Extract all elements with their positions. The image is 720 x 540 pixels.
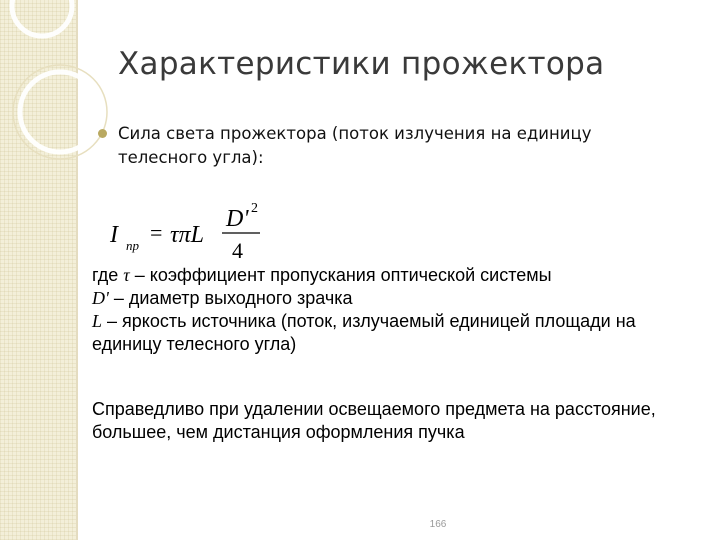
deco-circle-outline (13, 65, 107, 159)
definition-line-diameter (92, 287, 702, 310)
formula-numerator-power: 2 (251, 201, 258, 216)
page-number: 166 (429, 519, 447, 530)
formula-factor: τπL (170, 222, 204, 248)
definition-text-diameter: – диаметр выходного зрачка (108, 288, 353, 308)
slide-title: Характеристики прожектора (118, 46, 605, 82)
definition-symbol-tau: τ (123, 265, 130, 285)
definition-prefix: где (92, 265, 124, 285)
validity-note: Справедливо при удалении освещаемого предмета на расстояние, большее, чем дистанция оформления пучка (92, 399, 656, 442)
decorative-circles (0, 0, 150, 200)
formula-denominator: 4 (232, 238, 243, 263)
formula-lhs-symbol: I (110, 222, 118, 248)
formula (108, 196, 308, 266)
definitions (92, 264, 702, 356)
definition-line-brightness (92, 310, 702, 356)
deco-circle-top (12, 0, 72, 36)
formula-numerator: D' (226, 206, 249, 232)
definition-symbol-diameter: D' (92, 288, 109, 308)
bullet-dot-icon (98, 129, 107, 138)
deco-circle-large (20, 72, 100, 152)
bullet-item (96, 122, 696, 170)
bullet-text: Сила света прожектора (поток излучения на единицу телесного угла): (118, 124, 592, 167)
definition-symbol-brightness: L (92, 311, 103, 331)
definition-line-tau (92, 264, 702, 287)
formula-equals: = (150, 220, 163, 245)
definition-text-brightness: – яркость источника (поток, излучаемый единицей площади на единицу телесного угла) (92, 311, 636, 354)
definition-text-tau: – коэффициент пропускания оптической системы (129, 265, 552, 285)
formula-lhs-subscript: пр (126, 238, 139, 253)
